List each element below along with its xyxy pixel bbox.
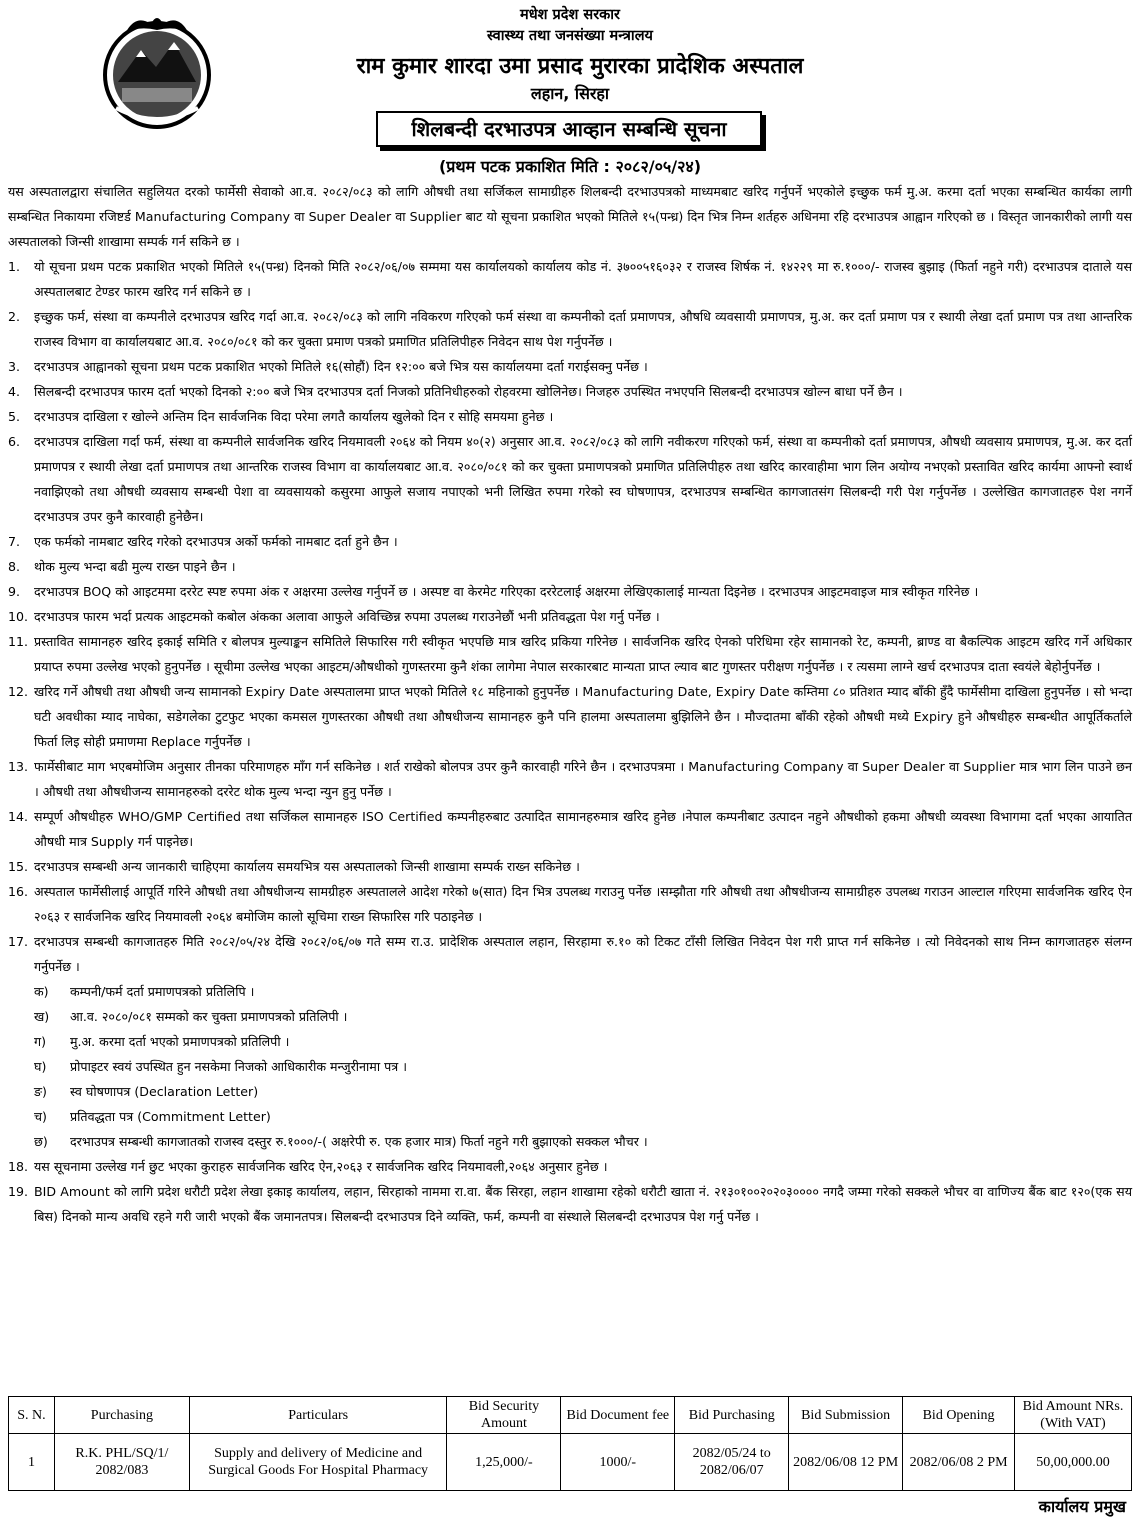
condition-item <box>8 604 1132 629</box>
condition-number: 18. <box>8 1159 29 1174</box>
notice-body <box>8 179 1132 1229</box>
table-cell: 1,25,000/- <box>447 1434 561 1491</box>
attachment-letter: छ) <box>34 1134 48 1149</box>
condition-text: दरभाउपत्र दाखिला र खोल्ने अन्तिम दिन सार्वजनिक विदा परेमा लगतै कार्यालय खुलेको दिन र सोहि समयमा हुनेछ । <box>34 409 554 424</box>
condition-number: 8. <box>8 559 21 574</box>
ministry-name: स्वास्थ्य तथा जनसंख्या मन्त्रालय <box>487 28 653 44</box>
attachment-letter: च) <box>34 1109 47 1124</box>
condition-text: फार्मेसीबाट माग भएबमोजिम अनुसार तीनका परिमाणहरु माँग गर्न सकिनेछ । शर्त राखेको बोलपत्र उपर कुनै कारवाही गरिने छैन । दरभाउपत्रमा । Manufacturing Company वा Super Dealer वा Supplier मात्र भाग लिन पाउने छन । औषधी तथा औषधीजन्य सामानहरुको दररेट थोक मुल्य भन्दा न्युन हुनु पर्नेछ । <box>34 759 1132 799</box>
table-header-row <box>9 1397 1132 1434</box>
hospital-name: राम कुमार शारदा उमा प्रसाद मुरारका प्रादेशिक अस्पताल <box>356 54 804 79</box>
condition-item <box>8 429 1132 529</box>
condition-number: 10. <box>8 609 29 624</box>
condition-text: दरभाउपत्र आह्वानको सूचना प्रथम पटक प्रकाशित भएको मितिले १६(सोहौं) दिन १२:०० बजे भित्र यस कार्यालयमा दर्ता गराईसक्नु पर्नेछ । <box>34 359 648 374</box>
condition-item <box>8 879 1132 929</box>
condition-text: खरिद गर्ने औषधी तथा औषधी जन्य सामानको Expiry Date अस्पतालमा प्राप्त भएको मितिले १८ महिनाको हुनुपर्नेछ । Manufacturing Date, Expiry Date कम्तिमा ८० प्रतिशत म्याद बाँकी हुँदै फार्मेसीमा दाखिला हुनुपर्नेछ । सो भन्दा घटी अवधीका म्याद नाघेका, सडेगलेका टुटफुट भएका कमसल गुणस्तरका औषधी तथा औषधीजन्य सामानहरु कुनै पनि हालमा अस्पतालमा बुझिलिने छैन । मौज्दातमा बाँकी रहेको औषधी मध्ये Expiry हुने औषधीहरु सम्बन्धीत आपूर्तिकर्ताले फिर्ता लिइ सोही प्रमाणमा Replace गर्नुपर्नेछ । <box>34 684 1132 749</box>
attachment-text: मु.अ. करमा दर्ता भएको प्रमाणपत्रको प्रतिलिपी । <box>70 1034 290 1049</box>
attachment-letter: क) <box>34 984 49 999</box>
condition-number: 6. <box>8 434 21 449</box>
bid-table <box>8 1396 1132 1491</box>
condition-number: 3. <box>8 359 21 374</box>
condition-item <box>8 679 1132 754</box>
condition-number: 17. <box>8 934 29 949</box>
attachment-letter: ङ) <box>34 1084 47 1099</box>
attachment-text: आ.व. २०८०/०८१ सम्मको कर चुक्ता प्रमाणपत्रको प्रतिलिपी । <box>70 1009 348 1024</box>
table-cell: 2082/05/24 to 2082/06/07 <box>675 1434 789 1491</box>
condition-number: 12. <box>8 684 29 699</box>
table-cell: 2082/06/08 2 PM <box>903 1434 1015 1491</box>
condition-text: प्रस्तावित सामानहरु खरिद इकाई समिति र बोलपत्र मुल्याङ्कन समितिले सिफारिस गरी स्वीकृत भएपछि मात्र खरिद प्रकिया गरिनेछ । सार्वजनिक खरिद ऐनको परिधिमा रहेर सामानको रेट, कम्पनी, ब्राण्ड वा बैकल्पिक आइटम खरिद गर्ने अधिकार प्रयाप्त रुपमा उल्लेख भएको हुनुपर्नेछ । सूचीमा उल्लेख भएका आइटम/औषधीको गुणस्तरमा कुनै शंका लागेमा नेपाल सरकारबाट मान्यता प्राप्त ल्याव बाट गुणस्तर परीक्षण गर्नुपर्नेछ । र त्यसमा लाग्ने खर्च दरभाउपत्र दाता स्वयंले बेहोर्नुपर्नेछ । <box>34 634 1132 674</box>
column-header: S. N. <box>9 1397 55 1434</box>
column-header: Particulars <box>189 1397 447 1434</box>
table-cell: 2082/06/08 12 PM <box>789 1434 903 1491</box>
publish-date: (प्रथम पटक प्रकाशित मिति : २०८२/०५/२४) <box>438 157 702 176</box>
condition-number: 11. <box>8 634 29 649</box>
condition-item <box>8 754 1132 804</box>
condition-number: 14. <box>8 809 29 824</box>
column-header: Bid Submission <box>789 1397 903 1434</box>
intro-paragraph: यस अस्पतालद्वारा संचालित सहुलियत दरको फार्मेसी सेवाको आ.व. २०८२/०८३ को लागि औषधी तथा सर्जिकल सामाग्रीहरु शिलबन्दी दरभाउपत्रको माध्यमबाट खरिद गर्नुपर्ने भएकोले इच्छुक फर्म मु.अ. करमा दर्ता भएका सम्बन्धित कार्यका लागी सम्बन्धित निकायमा रजिष्टर्ड Manufacturing Company वा Super Dealer वा Supplier बाट यो सूचना प्रकाशित भएको मितिले १५(पन्ध्र) दिन भित्र निम्न शर्तहरु अधिनमा रहि दरभाउपत्र आह्वान गरिएको छ । विस्तृत जानकारीको लागी यस अस्पतालको जिन्सी शाखामा सम्पर्क गर्न सकिने छ । <box>8 184 1132 249</box>
condition-item <box>8 554 1132 579</box>
condition-number: 1. <box>8 259 21 274</box>
condition-item <box>8 304 1132 354</box>
condition-text: सिलबन्दी दरभाउपत्र फारम दर्ता भएको दिनको २:०० बजे भित्र दरभाउपत्र दर्ता निजको प्रतिनिधीहरुको रोहवरमा खोलिनेछ। निजहरु उपस्थित नभएपनि सिलबन्दी दरभाउपत्र खोल्न बाधा पर्ने छैन । <box>34 384 903 399</box>
condition-item <box>8 629 1132 679</box>
attachment-letter: ग) <box>34 1034 47 1049</box>
condition-number: 4. <box>8 384 21 399</box>
condition-item <box>8 1154 1132 1179</box>
attachment-item <box>8 1079 1132 1104</box>
table-cell: 1 <box>9 1434 55 1491</box>
table-cell: 1000/- <box>561 1434 675 1491</box>
condition-text: दरभाउपत्र सम्बन्धी अन्य जानकारी चाहिएमा कार्यालय समयभित्र यस अस्पतालको जिन्सी शाखामा सम्पर्क राख्न सकिनेछ । <box>34 859 580 874</box>
condition-number: 19. <box>8 1184 29 1199</box>
condition-text: अस्पताल फार्मेसीलाई आपूर्ति गरिने औषधी तथा औषधीजन्य सामग्रीहरु अस्पतालले आदेश गरेको ७(सात) दिन भित्र उपलब्ध गराउनु पर्नेछ ।सम्झौता गरि औषधी तथा औषधीजन्य सामाग्रीहरु उपलब्ध गराउन आल्टाल गरिएमा सार्वजनिक खरिद ऐन २०६३ र सार्वजनिक खरिद नियमावली २०६४ बमोजिम कालो सूचिमा राख्न सिफारिस गरि पठाइनेछ । <box>34 884 1132 924</box>
condition-text: यो सूचना प्रथम पटक प्रकाशित भएको मितिले १५(पन्ध्र) दिनको मिति २०८२/०६/०७ सम्ममा यस कार्यालयको कार्यालय कोड नं. ३७००५१६०३२ र राजस्व शिर्षक नं. १४२२९ मा रु.१०००/- राजस्व बुझाइ (फिर्ता नहुने गरी) दरभाउपत्र दाताले यस अस्पतालबाट टेण्डर फारम खरिद गर्न सकिने छ । <box>34 259 1132 299</box>
condition-text: यस सूचनामा उल्लेख गर्न छुट भएका कुराहरु सार्वजनिक खरिद ऐन,२०६३ र सार्वजनिक खरिद नियमावली,२०६४ अनुसार हुनेछ । <box>34 1159 608 1174</box>
condition-item <box>8 529 1132 554</box>
column-header: Bid Amount NRs. (With VAT) <box>1015 1397 1132 1434</box>
attachment-letter: घ) <box>34 1059 47 1074</box>
attachment-text: स्व घोषणापत्र (Declaration Letter) <box>70 1084 259 1099</box>
condition-number: 13. <box>8 759 29 774</box>
condition-text: दरभाउपत्र दाखिला गर्दा फर्म, संस्था वा कम्पनीले सार्वजनिक खरिद नियमावली २०६४ को नियम ४०(२) अनुसार आ.व. २०८२/०८३ को लागि नवीकरण गरिएको फर्म, संस्था वा कम्पनीको दर्ता प्रमाणपत्र, औषधी व्यवसाय प्रमाणपत्र, मु.अ. कर दर्ता प्रमाणपत्र र स्थायी लेखा दर्ता प्रमाणपत्र तथा आन्तरिक राजस्व विभाग वा कार्यालयबाट आ.व. २०८०/०८१ को कर चुक्ता प्रमाणपत्रको प्रमाणित प्रतिलिपीहरु तथा खरिद कारवाहीमा भाग लिन अयोग्य नभएको प्रस्तावित खरिद कार्यमा आफ्नो स्वार्थ नवाझिएको तथा औषधी व्यवसाय सम्बन्धी पेशा वा व्यवसायको कसुरमा आफुले सजाय नपाएको भनी लिखित रुपमा गरेको स्व घोषणापत्र, दरभाउपत्र सम्बन्धित कागजातसंग सिलबन्दी गरी पेश गर्नुपर्नेछ । उल्लेखित कागजातहरु पेश नगर्ने दरभाउपत्र उपर कुनै कारवाही हुनेछैन। <box>34 434 1132 524</box>
condition-item <box>8 929 1132 979</box>
condition-item <box>8 804 1132 854</box>
attachment-item <box>8 1004 1132 1029</box>
condition-text: इच्छुक फर्म, संस्था वा कम्पनीले दरभाउपत्र खरिद गर्दा आ.व. २०८२/०८३ को लागि नविकरण गरिएको फर्म संस्था वा कम्पनीको दर्ता प्रमाणपत्र, औषधि व्यवसायी प्रमाणपत्र, मु.अ. कर दर्ता प्रमाण पत्र र स्थायी लेखा दर्ता प्रमाण पत्र तथा आन्तरिक राजस्व विभाग वा कार्यालयबाट आ.व. २०८०/०८१ को कर चुक्ता प्रमाण पत्रको प्रमाणित प्रतिलिपीहरु निवेदन साथ पेश गर्नुपर्नेछ । <box>34 309 1132 349</box>
attachment-item <box>8 1129 1132 1154</box>
condition-item <box>8 404 1132 429</box>
condition-text: सम्पूर्ण औषधीहरु WHO/GMP Certified तथा सर्जिकल सामानहरु ISO Certified कम्पनीहरुबाट उत्पादित सामानहरुमात्र खरिद हुनेछ ।नेपाल कम्पनीबाट उत्पादन नहुने औषधीको हकमा औषधी व्यवस्था विभागमा दर्ता भएका आयातित औषधी मात्र Supply गर्न पाइनेछ। <box>34 809 1132 849</box>
condition-text: दरभाउपत्र सम्बन्धी कागजातहरु मिति २०८२/०५/२४ देखि २०८२/०६/०७ गते सम्म रा.उ. प्रादेशिक अस्पताल लहान, सिरहामा रु.१० को टिकट टाँसी लिखित निवेदन पेश गरी प्राप्त गर्न सकिनेछ । त्यो निवेदनको साथ निम्न कागजातहरु संलग्न गर्नुपर्नेछ । <box>34 934 1132 974</box>
condition-item <box>8 1179 1132 1229</box>
column-header: Bid Purchasing <box>675 1397 789 1434</box>
condition-item <box>8 254 1132 304</box>
attachment-item <box>8 1054 1132 1079</box>
column-header: Bid Opening <box>903 1397 1015 1434</box>
column-header: Bid Document fee <box>561 1397 675 1434</box>
hospital-location: लहान, सिरहा <box>530 84 610 103</box>
condition-text: एक फर्मको नामबाट खरिद गरेको दरभाउपत्र अर्को फर्मको नामबाट दर्ता हुने छैन । <box>34 534 398 549</box>
condition-item <box>8 379 1132 404</box>
condition-text: दरभाउपत्र BOQ को आइटममा दररेट स्पष्ट रुपमा अंक र अक्षरमा उल्लेख गर्नुपर्ने छ । अस्पष्ट वा केरमेट गरिएका दररेटलाई अक्षरमा लेखिएकालाई मान्यता दिइनेछ । दरभाउपत्र आइटमवाइज मात्र स्वीकृत गरिनेछ । <box>34 584 979 599</box>
column-header: Purchasing <box>54 1397 189 1434</box>
condition-number: 5. <box>8 409 21 424</box>
attachment-text: प्रोपाइटर स्वयं उपस्थित हुन नसकेमा निजको आधिकारीक मन्जुरीनामा पत्र । <box>70 1059 407 1074</box>
attachment-text: कम्पनी/फर्म दर्ता प्रमाणपत्रको प्रतिलिपि । <box>70 984 255 999</box>
attachment-item <box>8 1029 1132 1054</box>
table-cell: Supply and delivery of Medicine and Surgical Goods For Hospital Pharmacy <box>189 1434 447 1491</box>
condition-text: दरभाउपत्र फारम भर्दा प्रत्यक आइटमको कबोल अंकका अलावा आफुले अविच्छिन्न रुपमा उपलब्ध गराउनेछौं भनी प्रतिवद्धता पेश गर्नु पर्नेछ । <box>34 609 660 624</box>
condition-number: 9. <box>8 584 21 599</box>
condition-number: 16. <box>8 884 29 899</box>
table-cell: R.K. PHL/SQ/1/ 2082/083 <box>54 1434 189 1491</box>
column-header: Bid Security Amount <box>447 1397 561 1434</box>
condition-item <box>8 579 1132 604</box>
attachment-text: दरभाउपत्र सम्बन्धी कागजातको राजस्व दस्तुर रु.१०००/-( अक्षरेपी रु. एक हजार मात्र) फिर्ता नहुने गरी बुझाएको सक्कल भौचर । <box>70 1134 648 1149</box>
attachment-item <box>8 979 1132 1004</box>
province-government: मधेश प्रदेश सरकार <box>520 7 620 23</box>
condition-number: 7. <box>8 534 21 549</box>
table-cell: 50,00,000.00 <box>1015 1434 1132 1491</box>
attachment-item <box>8 1104 1132 1129</box>
attachment-letter: ख) <box>34 1009 50 1024</box>
condition-number: 15. <box>8 859 29 874</box>
table-row <box>9 1434 1132 1491</box>
condition-item <box>8 854 1132 879</box>
condition-text: BID Amount को लागि प्रदेश धरौटी प्रदेश लेखा इकाइ कार्यालय, लहान, सिरहाको नाममा रा.वा. बैंक सिरहा, लहान शाखामा रहेको धरौटी खाता नं. २१३०१००२०२०३०००० नगदै जम्मा गरेको सक्कले भौचर वा वाणिज्य बैंक बाट १२०(एक सय बिस) दिनको मान्य अवधि रहने गरी जारी भएको बैंक जमानतपत्र। सिलबन्दी दरभाउपत्र दिने व्यक्ति, फर्म, कम्पनी वा संस्थाले सिलबन्दी दरभाउपत्र पेश गर्नु पर्नेछ । <box>34 1184 1132 1224</box>
notice-title: शिलबन्दी दरभाउपत्र आव्हान सम्बन्धि सूचना <box>376 111 762 147</box>
condition-text: थोक मुल्य भन्दा बढी मुल्य राख्न पाइने छैन । <box>34 559 236 574</box>
office-chief-signature: कार्यालय प्रमुख <box>1038 1497 1126 1516</box>
condition-number: 2. <box>8 309 21 324</box>
attachment-text: प्रतिवद्धता पत्र (Commitment Letter) <box>70 1109 271 1124</box>
condition-item <box>8 354 1132 379</box>
